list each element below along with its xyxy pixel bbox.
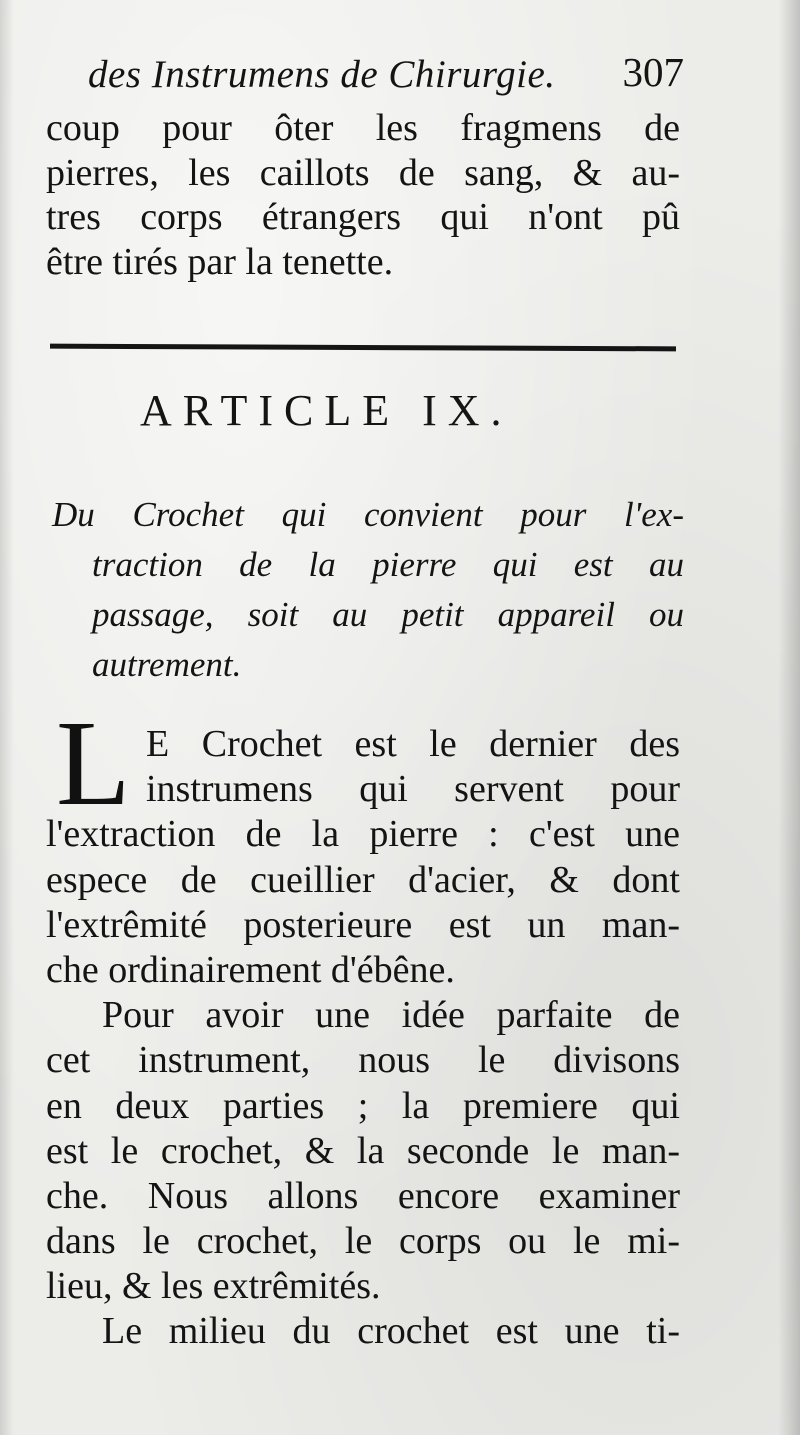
subtitle-line: Du Crochet qui convient pour l'ex-	[52, 495, 684, 534]
running-title: des Instrumens de Chirurgie.	[88, 53, 556, 96]
subtitle-line: autrement.	[92, 645, 242, 684]
body-text	[46, 722, 680, 1355]
drop-cap: L	[56, 696, 131, 831]
article-heading: ARTICLE IX.	[140, 386, 513, 435]
text-line: cet instrument, nous le divisons	[46, 1039, 680, 1082]
subtitle-line: traction de la pierre qui est au	[92, 545, 684, 584]
text-line: coup pour ôter les fragmens de	[46, 107, 680, 149]
subtitle-line: passage, soit au petit appareil ou	[92, 595, 684, 634]
page-number: 307	[622, 49, 684, 95]
section-rule	[50, 344, 676, 352]
page-shadow-right	[778, 0, 800, 1435]
text-line: l'extrêmité posterieure est un man-	[46, 903, 680, 946]
text-line: l'extraction de la pierre : c'est une	[46, 813, 680, 856]
text-line: Pour avoir une idée parfaite de	[102, 994, 680, 1037]
text-line: che ordinairement d'ébêne.	[46, 948, 455, 991]
text-line: espece de cueillier d'acier, & dont	[46, 858, 680, 901]
text-line: pierres, les caillots de sang, & au-	[46, 151, 680, 194]
text-line: Le milieu du crochet est une ti-	[102, 1310, 680, 1353]
article-subtitle	[52, 490, 684, 690]
intro-paragraph	[46, 106, 680, 284]
text-line: dans le crochet, le corps ou le mi-	[46, 1220, 680, 1263]
page-header	[88, 48, 684, 102]
text-line: être tirés par la tenette.	[46, 240, 394, 283]
text-line: che. Nous allons encore examiner	[46, 1174, 680, 1217]
text-line: est le crochet, & la seconde le man-	[46, 1129, 680, 1172]
page-shadow-left	[0, 0, 14, 1435]
text-line: lieu, & les extrêmités.	[46, 1265, 381, 1308]
text-line: E Crochet est le dernier des	[146, 723, 680, 765]
text-line: en deux parties ; la premiere qui	[46, 1084, 680, 1127]
text-line: tres corps étrangers qui n'ont pû	[46, 196, 680, 238]
text-line: instrumens qui servent pour	[146, 768, 680, 811]
